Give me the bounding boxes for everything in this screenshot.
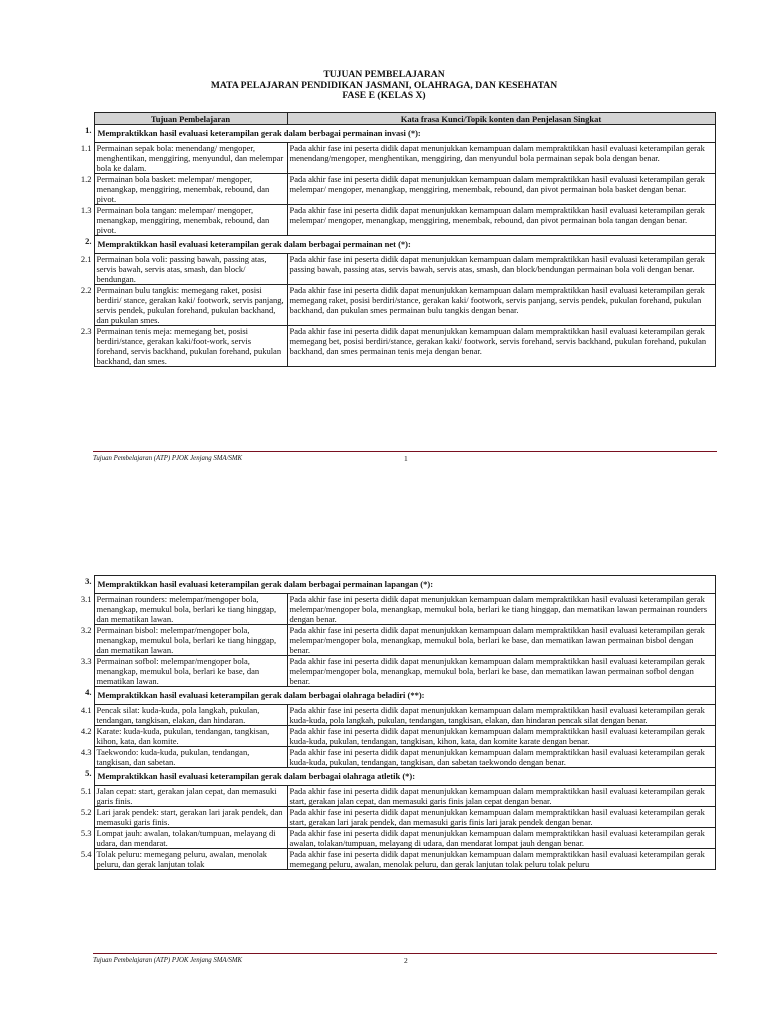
row-number: 3.2 [80, 624, 92, 635]
tujuan-cell: Permainan tenis meja: memegang bet, posisi berdiri/stance, gerakan kaki/foot-work, servis forehand, servis backhand, pukulan forehand, pukulan backhand, dan smes. [94, 326, 287, 367]
section-row [77, 576, 715, 594]
row-number: 2.1 [80, 253, 92, 264]
row-number: 2.2 [80, 284, 92, 295]
table-row [77, 705, 715, 726]
header-line-3: FASE E (KELAS X) [342, 90, 426, 101]
table-row [77, 143, 715, 174]
tujuan-cell: Jalan cepat: start, gerakan jalan cepat, dan memasuki garis finis. [94, 786, 287, 807]
section-title: Mempraktikkan hasil evaluasi keterampilan gerak dalam berbagai permainan invasi (*): [94, 125, 715, 143]
footer-page-number-2: 2 [404, 956, 408, 965]
tujuan-cell: Lari jarak pendek: start, gerakan lari jarak pendek, dan memasuki garis finis. [94, 807, 287, 828]
tujuan-cell: Permainan bola tangan: melempar/ mengoper, menangkap, menggiring, menembak, rebound, dan pivot. [94, 205, 287, 236]
footer-text-page-1: Tujuan Pembelajaran (ATP) PJOK Jenjang SMA/SMK [93, 455, 243, 462]
table-row [77, 656, 715, 687]
document-header [0, 70, 768, 102]
row-number: 3.3 [80, 655, 92, 666]
table-row [77, 849, 715, 870]
kata-frasa-cell: Pada akhir fase ini peserta didik dapat menunjukkan kemampuan dalam mempraktikkan hasil evaluasi keterampilan gerak memegang raket, posisi berdiri/stance, gerakan kaki/ footwork, servis panjang, servis pendek, pukulan forehand, pukulan backhand, dan pukulan smes permainan bulu tangkis dengan benar. [287, 285, 715, 326]
row-number: 5.1 [80, 785, 92, 796]
footer-rule-page-2 [93, 953, 717, 954]
footer-text-page-2: Tujuan Pembelajaran (ATP) PJOK Jenjang SMA/SMK [93, 957, 243, 964]
kata-frasa-cell: Pada akhir fase ini peserta didik dapat menunjukkan kemampuan dalam mempraktikkan hasil evaluasi keterampilan gerak memegang peluru, awalan, menolak peluru, dan gerak lanjutan tolak peluru tolak peluru [287, 849, 715, 870]
tujuan-cell: Pencak silat: kuda-kuda, pola langkah, pukulan, tendangan, tangkisan, elakan, dan hindaran. [94, 705, 287, 726]
section-row [77, 687, 715, 705]
row-number: 1.1 [80, 142, 92, 153]
row-number: 4.1 [80, 704, 92, 715]
tujuan-cell: Karate: kuda-kuda, pukulan, tendangan, tangkisan, kihon, kata, dan komite. [94, 726, 287, 747]
section-title: Mempraktikkan hasil evaluasi keterampilan gerak dalam berbagai permainan lapangan (*): [94, 576, 715, 594]
table-header-row [77, 113, 715, 125]
kata-frasa-cell: Pada akhir fase ini peserta didik dapat menunjukkan kemampuan dalam mempraktikkan hasil evaluasi keterampilan gerak melempar/ mengoper, menangkap, menggiring, menembak, rebound, dan pivot permainan bola basket dengan benar. [287, 174, 715, 205]
kata-frasa-cell: Pada akhir fase ini peserta didik dapat menunjukkan kemampuan dalam mempraktikkan hasil evaluasi keterampilan gerak memegang bet, posisi berdiri/stance, gerakan kaki/ footwork, servis forehand, servis backhand, pukulan forehand, pukulan backhand, dan smes permainan tenis meja dengan benar. [287, 326, 715, 367]
section-title: Mempraktikkan hasil evaluasi keterampilan gerak dalam berbagai olahraga atletik (*): [94, 768, 715, 786]
row-number: 1.2 [80, 173, 92, 184]
table-row [77, 285, 715, 326]
tujuan-table-page-1 [77, 112, 716, 367]
page-gap [0, 474, 768, 572]
table-row [77, 747, 715, 768]
table-row [77, 174, 715, 205]
table-row [77, 625, 715, 656]
header-line-1: TUJUAN PEMBELAJARAN [323, 69, 445, 80]
row-number: 4.2 [80, 725, 92, 736]
section-row [77, 125, 715, 143]
footer-page-number-1: 1 [404, 454, 408, 463]
table-row [77, 807, 715, 828]
row-number: 5.3 [80, 827, 92, 838]
tujuan-cell: Permainan bisbol: melempar/mengoper bola, menangkap, memukul bola, berlari ke tiang hinggap, dan mematikan lawan. [94, 625, 287, 656]
section-number: 5. [85, 767, 92, 778]
kata-frasa-cell: Pada akhir fase ini peserta didik dapat menunjukkan kemampuan dalam mempraktikkan hasil evaluasi keterampilan gerak melempar/mengoper bola, menangkap, memukul bola, berlari ke base, dan mematikan lawan permainan sofbol dengan benar. [287, 656, 715, 687]
table-row [77, 326, 715, 367]
section-title: Mempraktikkan hasil evaluasi keterampilan gerak dalam berbagai olahraga beladiri (**): [94, 687, 715, 705]
row-number: 5.2 [80, 806, 92, 817]
kata-frasa-cell: Pada akhir fase ini peserta didik dapat menunjukkan kemampuan dalam mempraktikkan hasil evaluasi keterampilan gerak kuda-kuda, pukulan, tendangan, tangkisan, dan sabetan taekwondo dengan benar. [287, 747, 715, 768]
row-number: 5.4 [80, 848, 92, 859]
row-number: 1.3 [80, 204, 92, 215]
column-header-tujuan: Tujuan Pembelajaran [94, 113, 287, 125]
kata-frasa-cell: Pada akhir fase ini peserta didik dapat menunjukkan kemampuan dalam mempraktikkan hasil evaluasi keterampilan gerak kuda-kuda, pola langkah, pukulan, tendangan, tangkisan, elakan, dan hindaran pencak silat dengan benar. [287, 705, 715, 726]
table-row [77, 726, 715, 747]
tujuan-cell: Lompat jauh: awalan, tolakan/tumpuan, melayang di udara, dan mendarat. [94, 828, 287, 849]
kata-frasa-cell: Pada akhir fase ini peserta didik dapat menunjukkan kemampuan dalam mempraktikkan hasil evaluasi keterampilan gerak kuda-kuda, pukulan, tendangan, tangkisan, kihon, kata, dan komite karate dengan benar. [287, 726, 715, 747]
table-body [77, 576, 715, 870]
section-number: 2. [85, 235, 92, 246]
kata-frasa-cell: Pada akhir fase ini peserta didik dapat menunjukkan kemampuan dalam mempraktikkan hasil evaluasi keterampilan gerak menendang/mengoper, menghentikan, menggiring, dan menyundul bola permainan sepak bola dengan benar. [287, 143, 715, 174]
kata-frasa-cell: Pada akhir fase ini peserta didik dapat menunjukkan kemampuan dalam mempraktikkan hasil evaluasi keterampilan gerak melempar/mengoper bola, menangkap, memukul bola, berlari ke tiang hinggap, dan mematikan lawan permainan rounders dengan benar. [287, 594, 715, 625]
header-spacer [77, 113, 94, 125]
section-number: 1. [85, 124, 92, 135]
tujuan-cell: Permainan sepak bola: menendang/ mengoper, menghentikan, menggiring, menyundul, dan melempar bola ke dalam. [94, 143, 287, 174]
tujuan-cell: Permainan bola voli: passing bawah, passing atas, servis bawah, servis atas, smash, dan block/ bendungan. [94, 254, 287, 285]
kata-frasa-cell: Pada akhir fase ini peserta didik dapat menunjukkan kemampuan dalam mempraktikkan hasil evaluasi keterampilan gerak melempar/ mengoper, menangkap, menggiring, menembak, rebound, dan pivot permainan bola tangan dengan benar. [287, 205, 715, 236]
tujuan-cell: Permainan bola basket: melempar/ mengoper, menangkap, menggiring, menembak, rebound, dan pivot. [94, 174, 287, 205]
section-row [77, 236, 715, 254]
table-row [77, 786, 715, 807]
table-body [77, 125, 715, 367]
table-row [77, 205, 715, 236]
tujuan-cell: Permainan sofbol: melempar/mengoper bola, menangkap, memukul bola, berlari ke base, dan mematikan lawan. [94, 656, 287, 687]
kata-frasa-cell: Pada akhir fase ini peserta didik dapat menunjukkan kemampuan dalam mempraktikkan hasil evaluasi keterampilan gerak melempar/mengoper bola, menangkap, memukul bola, berlari ke base, dan mematikan lawan permainan bisbol dengan benar. [287, 625, 715, 656]
section-number: 4. [85, 686, 92, 697]
section-title: Mempraktikkan hasil evaluasi keterampilan gerak dalam berbagai permainan net (*): [94, 236, 715, 254]
section-number: 3. [85, 575, 92, 586]
kata-frasa-cell: Pada akhir fase ini peserta didik dapat menunjukkan kemampuan dalam mempraktikkan hasil evaluasi keterampilan gerak start, gerakan lari jarak pendek, dan memasuki garis finis lari jarak pendek dengan benar. [287, 807, 715, 828]
table-row [77, 828, 715, 849]
kata-frasa-cell: Pada akhir fase ini peserta didik dapat menunjukkan kemampuan dalam mempraktikkan hasil evaluasi keterampilan gerak awalan, tolakan/tumpuan, melayang di udara, dan mendarat lompat jauh dengan benar. [287, 828, 715, 849]
tujuan-cell: Tolak peluru: memegang peluru, awalan, menolak peluru, dan gerak lanjutan tolak [94, 849, 287, 870]
tujuan-cell: Permainan rounders: melempar/mengoper bola, menangkap, memukul bola, berlari ke tiang hinggap, dan mematikan lawan. [94, 594, 287, 625]
kata-frasa-cell: Pada akhir fase ini peserta didik dapat menunjukkan kemampuan dalam mempraktikkan hasil evaluasi keterampilan gerak passing bawah, passing atas, servis bawah, servis atas, smash, dan block/bendungan permainan bola voli dengan benar. [287, 254, 715, 285]
tujuan-table-page-2 [77, 575, 716, 870]
table-row [77, 254, 715, 285]
table-row [77, 594, 715, 625]
tujuan-cell: Permainan bulu tangkis: memegang raket, posisi berdiri/ stance, gerakan kaki/ footwork, servis panjang, servis pendek, pukulan forehand, pukulan backhand, dan pukulan smes. [94, 285, 287, 326]
kata-frasa-cell: Pada akhir fase ini peserta didik dapat menunjukkan kemampuan dalam mempraktikkan hasil evaluasi keterampilan gerak start, gerakan jalan cepat, dan memasuki garis finis jalan cepat dengan benar. [287, 786, 715, 807]
row-number: 4.3 [80, 746, 92, 757]
column-header-kata-frasa: Kata frasa Kunci/Topik konten dan Penjelasan Singkat [287, 113, 715, 125]
tujuan-cell: Taekwondo: kuda-kuda, pukulan, tendangan, tangkisan, dan sabetan. [94, 747, 287, 768]
row-number: 3.1 [80, 593, 92, 604]
header-line-2: MATA PELAJARAN PENDIDIKAN JASMANI, OLAHRAGA, DAN KESEHATAN [210, 79, 558, 91]
section-row [77, 768, 715, 786]
row-number: 2.3 [80, 325, 92, 336]
footer-rule-page-1 [93, 451, 717, 452]
